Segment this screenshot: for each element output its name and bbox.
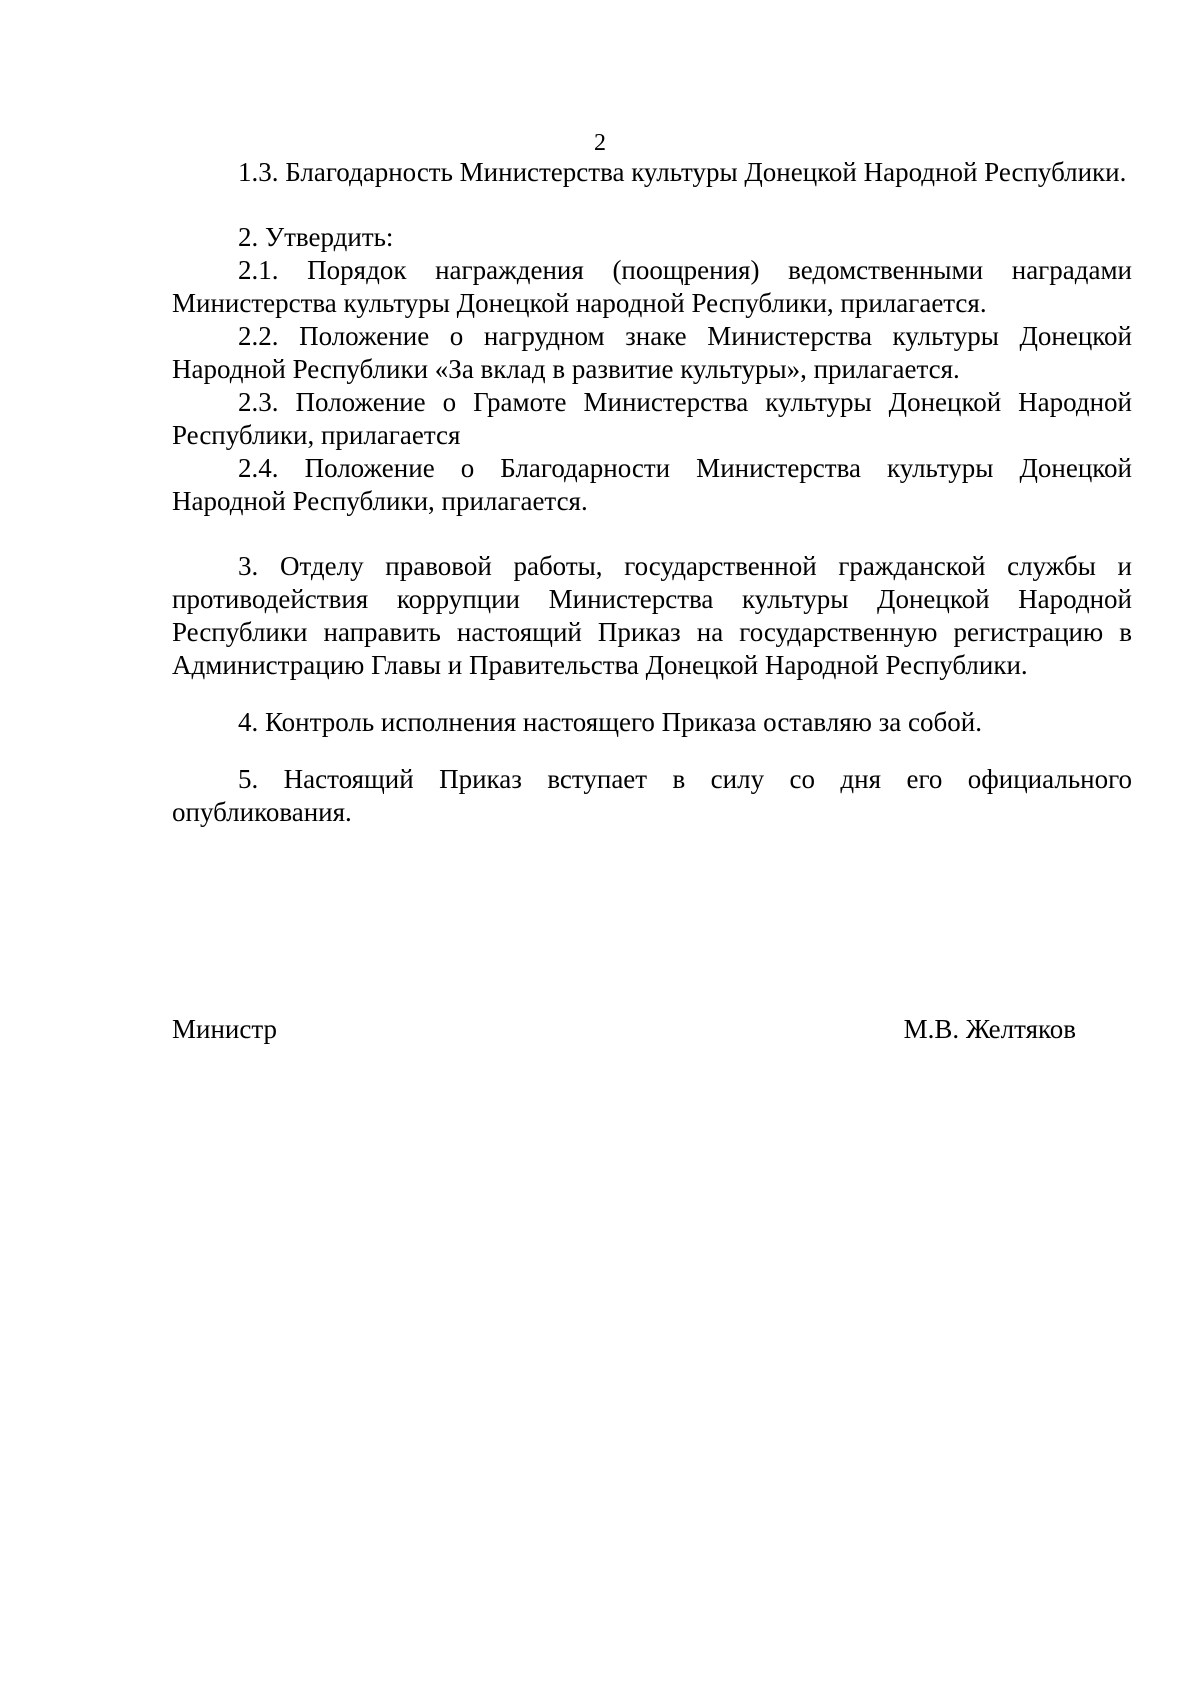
signature-block xyxy=(172,1013,1076,1053)
signatory-name: М.В. Желтяков xyxy=(903,1014,1076,1044)
page-number: 2 xyxy=(594,130,606,156)
paragraph-3: 3. Отделу правовой работы, государственной гражданской службы и противодействия коррупции Министерства культуры Донецкой Народной Республики направить настоящий Приказ на государственную регистрацию в Администрацию Главы и Правительства Донецкой Народной Республики. xyxy=(172,551,1132,680)
paragraph-1-3: 1.3. Благодарность Министерства культуры Донецкой Народной Республики. xyxy=(238,157,1127,187)
paragraph-2-1: 2.1. Порядок награждения (поощрения) ведомственными наградами Министерства культуры Донецкой народной Республики, прилагается. xyxy=(172,255,1132,318)
paragraph-2-3: 2.3. Положение о Грамоте Министерства культуры Донецкой Народной Республики, прилагается xyxy=(172,387,1132,450)
paragraph-4: 4. Контроль исполнения настоящего Приказа оставляю за собой. xyxy=(238,707,982,737)
paragraph-5: 5. Настоящий Приказ вступает в силу со дня его официального опубликования. xyxy=(172,764,1132,827)
signatory-title: Министр xyxy=(172,1014,277,1044)
paragraph-2-4: 2.4. Положение о Благодарности Министерства культуры Донецкой Народной Республики, прилагается. xyxy=(172,453,1132,516)
paragraph-2-2: 2.2. Положение о нагрудном знаке Министерства культуры Донецкой Народной Республики «За вклад в развитие культуры», прилагается. xyxy=(172,321,1132,384)
document-body xyxy=(172,156,1132,829)
paragraph-2: 2. Утвердить: xyxy=(238,222,394,252)
